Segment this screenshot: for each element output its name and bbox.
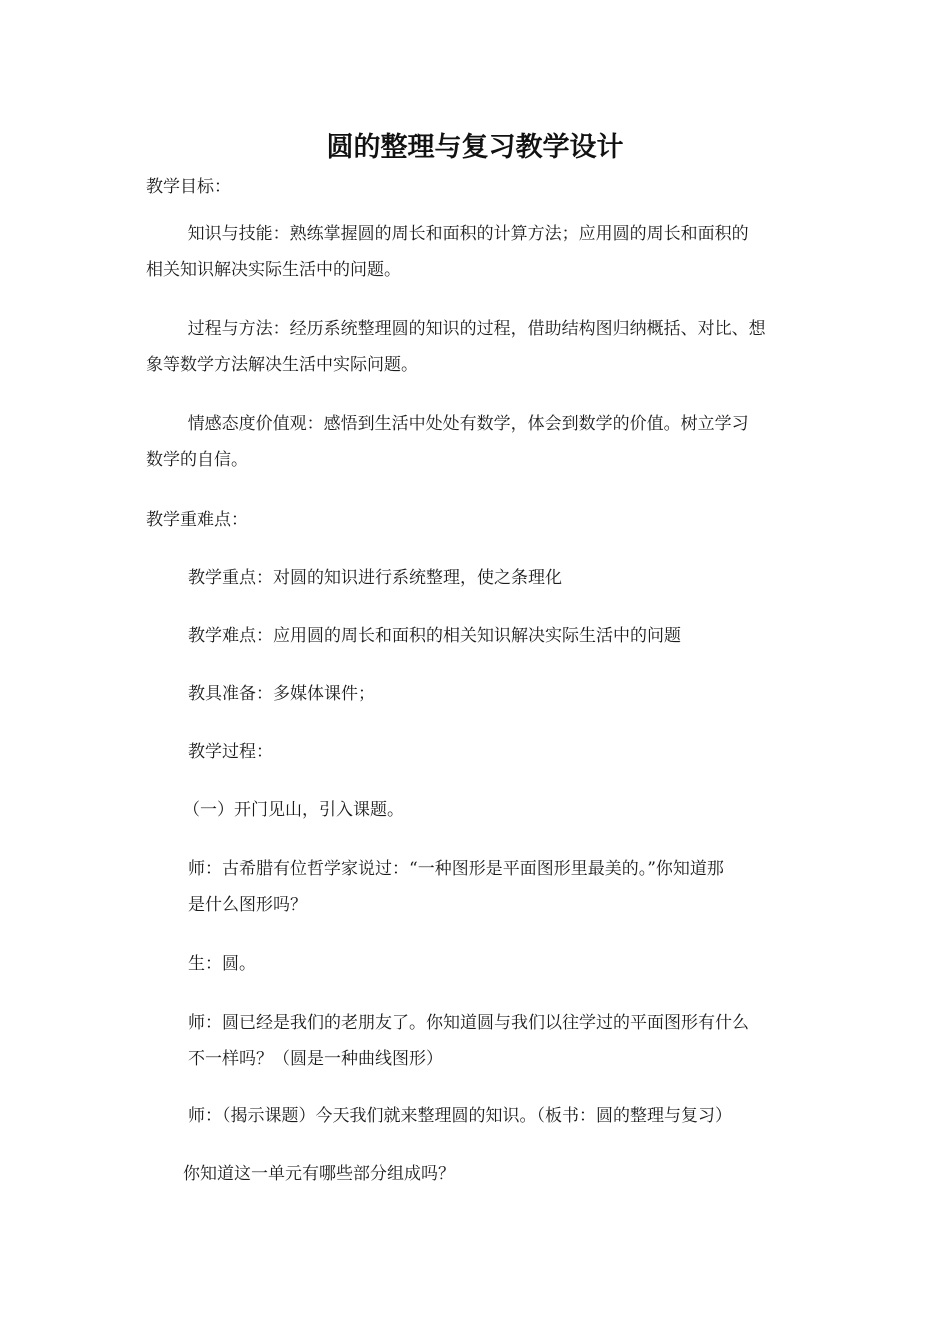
objective-process-line-2: 象等数学方法解决生活中实际问题。 xyxy=(146,355,418,375)
objective-process-paragraph xyxy=(146,311,766,383)
document-title: 圆的整理与复习教学设计 xyxy=(326,132,624,163)
objectives-heading: 教学目标： xyxy=(146,177,231,197)
dialog-1-paragraph xyxy=(188,851,724,923)
objective-process-line-1: 过程与方法：经历系统整理圆的知识的过程，借助结构图归纳概括、对比、想 xyxy=(187,319,766,339)
dialog-3-line-1: 师：圆已经是我们的老朋友了。你知道圆与我们以往学过的平面图形有什么 xyxy=(188,1013,749,1033)
dialog-1-line-2: 是什么图形吗？ xyxy=(188,895,307,915)
objective-emotion-paragraph xyxy=(146,406,749,478)
objective-knowledge-line-1: 知识与技能：熟练掌握圆的周长和面积的计算方法；应用圆的周长和面积的 xyxy=(187,224,749,244)
objective-emotion-line-2: 数学的自信。 xyxy=(146,450,248,470)
dialog-4-text: 师：（揭示课题）今天我们就来整理圆的知识。（板书：圆的整理与复习） xyxy=(188,1106,732,1126)
dialog-3-paragraph xyxy=(188,1005,749,1077)
key-point-text: 教学重点：对圆的知识进行系统整理，使之条理化 xyxy=(188,568,562,588)
process-heading: 教学过程： xyxy=(188,742,273,762)
objective-emotion-line-1: 情感态度价值观：感悟到生活中处处有数学，体会到数学的价值。树立学习 xyxy=(187,414,749,434)
tools-text: 教具准备：多媒体课件； xyxy=(188,684,375,704)
dialog-2-text: 生：圆。 xyxy=(188,954,256,974)
key-points-heading: 教学重难点： xyxy=(146,510,248,530)
objective-knowledge-paragraph xyxy=(146,216,749,288)
objective-knowledge-line-2: 相关知识解决实际生活中的问题。 xyxy=(146,260,401,280)
dialog-1-line-1: 师：古希腊有位哲学家说过：“一种图形是平面图形里最美的。”你知道那 xyxy=(188,859,724,879)
dialog-5-text: 你知道这一单元有哪些部分组成吗？ xyxy=(183,1164,455,1184)
difficult-point-text: 教学难点：应用圆的周长和面积的相关知识解决实际生活中的问题 xyxy=(188,626,681,646)
step-1-text: （一）开门见山，引入课题。 xyxy=(183,800,404,820)
dialog-3-line-2: 不一样吗？（圆是一种曲线图形） xyxy=(188,1049,443,1069)
